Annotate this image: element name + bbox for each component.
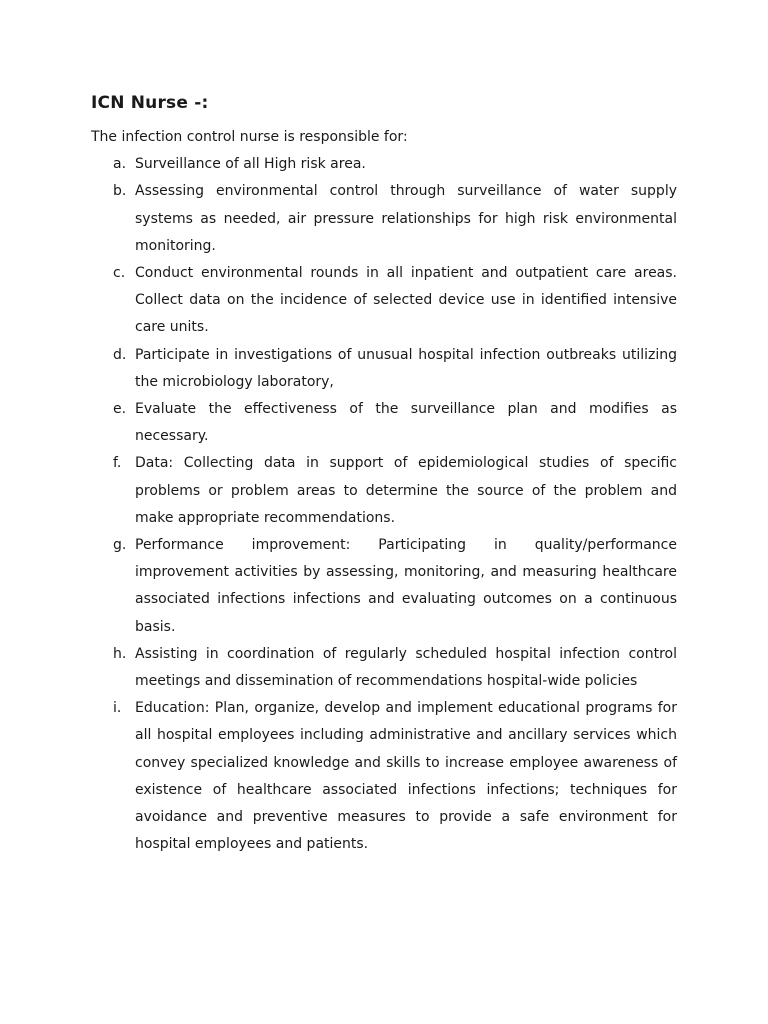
list-marker: h. (113, 645, 127, 662)
list-item-text: Performance improvement: Participating in quality/performance improvement activities by assessing, monitoring, and measuring healthcare associated infections infections and evaluating outcomes on a continuous basis. (135, 537, 677, 635)
intro-text: The infection control nurse is responsible for: (91, 129, 408, 145)
list-item (91, 695, 677, 858)
list-item (91, 260, 677, 342)
list-item-text: Evaluate the effectiveness of the surveillance plan and modifies as necessary. (135, 401, 677, 445)
list-item (91, 178, 677, 260)
list-item (91, 342, 677, 396)
list-item-text: Participate in investigations of unusual hospital infection outbreaks utilizing the microbiology laboratory, (135, 346, 677, 390)
list-marker: d. (113, 346, 127, 363)
list-item-text: Education: Plan, organize, develop and implement educational programs for all hospital employees including administrative and ancillary services which convey specialized knowledge and skills to increase employee awareness of existence of healthcare associated infections infections; techniques for avoidance and preventive measures to provide a safe environment for hospital employees and patients. (135, 700, 677, 853)
document-page (91, 91, 677, 858)
list-item-text: Conduct environmental rounds in all inpatient and outpatient care areas. Collect data on the incidence of selected device use in identified intensive care units. (135, 265, 677, 336)
list-item (91, 641, 677, 695)
list-item (91, 532, 677, 641)
list-item (91, 396, 677, 450)
list-item-text: Surveillance of all High risk area. (135, 156, 366, 173)
list-marker: b. (113, 183, 127, 200)
list-item-text: Data: Collecting data in support of epidemiological studies of specific problems or problem areas to determine the source of the problem and make appropriate recommendations. (135, 455, 677, 526)
list-item-text: Assessing environmental control through surveillance of water supply systems as needed, air pressure relationships for high risk environmental monitoring. (135, 183, 677, 254)
list-marker: g. (113, 537, 127, 554)
list-item-text: Assisting in coordination of regularly scheduled hospital infection control meetings and dissemination of recommendations hospital-wide policies (135, 645, 677, 690)
responsibility-list (91, 151, 677, 858)
list-marker: i. (113, 700, 122, 717)
list-marker: e. (113, 401, 127, 418)
list-item (91, 450, 677, 532)
list-marker: c. (113, 265, 126, 282)
list-marker: f. (113, 455, 122, 472)
list-item (91, 151, 677, 178)
list-marker: a. (113, 156, 127, 173)
document-title: ICN Nurse -: (91, 93, 209, 113)
